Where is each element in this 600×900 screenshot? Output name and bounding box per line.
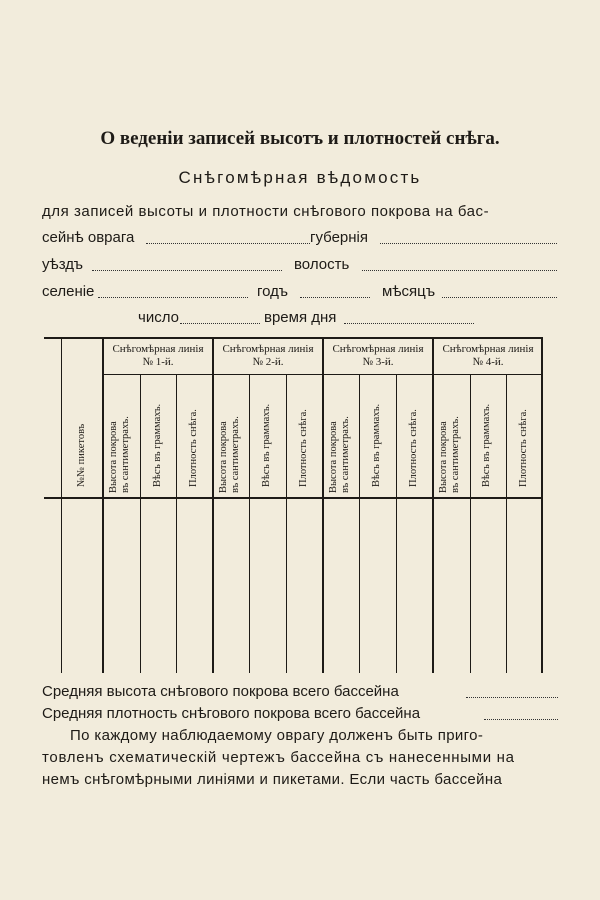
- volost-label: волость: [294, 256, 350, 273]
- time-blank[interactable]: [344, 309, 474, 324]
- instructions-line-3: немъ снѣгомѣрными линіями и пикетами. Если часть бассейна: [42, 771, 503, 788]
- group-rule: [434, 374, 541, 375]
- table-rule: [249, 374, 250, 673]
- year-label: годъ: [257, 283, 288, 300]
- intro-line: для записей высоты и плотности снѣгового покрова на бас-: [42, 203, 490, 220]
- table-rule: [102, 337, 104, 673]
- field-row-village: [42, 283, 557, 303]
- province-label: губернія: [310, 229, 368, 246]
- volost-blank[interactable]: [362, 256, 557, 271]
- month-label: мѣсяцъ: [382, 283, 436, 300]
- subheader-density: Плотность снѣга.: [408, 409, 419, 487]
- avg-density-blank[interactable]: [484, 705, 558, 720]
- province-blank[interactable]: [380, 229, 557, 244]
- table-rule: [61, 337, 62, 673]
- avg-density-label: Средняя плотность снѣгового покрова всего бассейна: [42, 705, 421, 722]
- subheader-height: Высота покрова въ сантиметрахъ.: [108, 416, 131, 493]
- district-blank[interactable]: [92, 256, 282, 271]
- subheader-weight: Вѣсъ въ граммахъ.: [481, 403, 492, 487]
- snow-table: [44, 337, 542, 673]
- subheader-density: Плотность снѣга.: [298, 409, 309, 487]
- avg-density-row: [42, 705, 562, 725]
- instructions-line-1: По каждому наблюдаемому оврагу долженъ быть приго-: [70, 727, 484, 744]
- table-rule: [432, 337, 434, 673]
- table-header-rule: [44, 497, 542, 499]
- table-rule: [470, 374, 471, 673]
- field-row-district: [42, 256, 557, 276]
- subheader-density: Плотность снѣга.: [188, 409, 199, 487]
- table-rule: [140, 374, 141, 673]
- page-title: О веденіи записей высотъ и плотностей снѣга.: [100, 128, 500, 149]
- table-rule: [176, 374, 177, 673]
- form-subtitle: Снѣгомѣрная вѣдомость: [178, 168, 422, 187]
- day-label: число: [138, 309, 179, 326]
- group-header-line-3: Снѣгомѣрная линія № 3-й.: [332, 343, 424, 368]
- year-blank[interactable]: [300, 283, 370, 298]
- group-rule: [104, 374, 212, 375]
- subheader-height: Высота покрова въ сантиметрахъ.: [438, 416, 461, 493]
- instructions-line-2: товленъ схематическій чертежъ бассейна съ нанесенными на: [42, 749, 515, 766]
- table-rule: [541, 337, 543, 673]
- table-rule: [286, 374, 287, 673]
- time-label: время дня: [264, 309, 337, 326]
- table-rule: [322, 337, 324, 673]
- village-label: селеніе: [42, 283, 95, 300]
- subheader-weight: Вѣсъ въ граммахъ.: [261, 403, 272, 487]
- village-blank[interactable]: [98, 283, 248, 298]
- table-top-rule: [44, 337, 542, 339]
- district-label: уѣздъ: [42, 256, 84, 273]
- field-row-basin: [42, 229, 557, 249]
- basin-label: сейнѣ оврага: [42, 229, 135, 246]
- subheader-height: Высота покрова въ сантиметрахъ.: [328, 416, 351, 493]
- month-blank[interactable]: [442, 283, 557, 298]
- subheader-weight: Вѣсъ въ граммахъ.: [152, 403, 163, 487]
- group-header-line-1: Снѣгомѣрная линія № 1-й.: [112, 343, 204, 368]
- table-rule: [396, 374, 397, 673]
- table-rule: [212, 337, 214, 673]
- table-rule: [506, 374, 507, 673]
- avg-height-row: [42, 683, 562, 703]
- subheader-weight: Вѣсъ въ граммахъ.: [371, 403, 382, 487]
- group-header-line-4: Снѣгомѣрная линія № 4-й.: [442, 343, 534, 368]
- table-rule: [359, 374, 360, 673]
- group-rule: [214, 374, 322, 375]
- field-row-day: [42, 309, 557, 329]
- day-blank[interactable]: [180, 309, 260, 324]
- group-rule: [324, 374, 432, 375]
- subheader-density: Плотность снѣга.: [518, 409, 529, 487]
- subheader-height: Высота покрова въ сантиметрахъ.: [218, 416, 241, 493]
- group-header-line-2: Снѣгомѣрная линія № 2-й.: [222, 343, 314, 368]
- picket-column-header: №№ пикетовъ: [76, 423, 87, 487]
- avg-height-blank[interactable]: [466, 683, 558, 698]
- avg-height-label: Средняя высота снѣгового покрова всего бассейна: [42, 683, 399, 700]
